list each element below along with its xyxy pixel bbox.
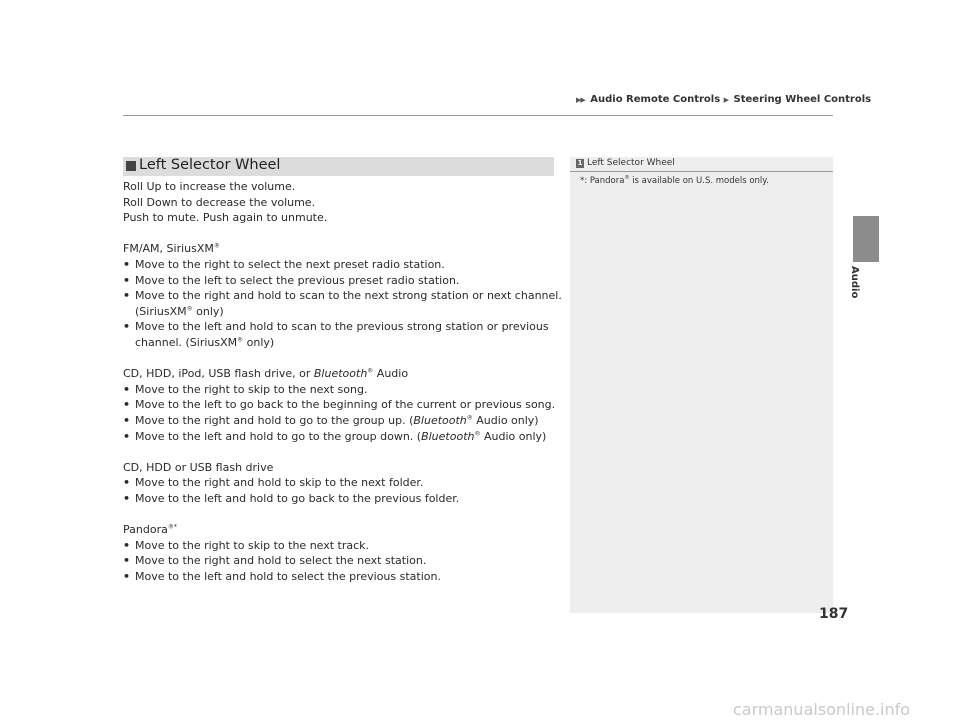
list-item-continuation: (SiriusXM® only): [135, 304, 224, 318]
list-item: • Move to the right to select the next preset radio station.: [123, 257, 445, 271]
footnote-marker[interactable]: *: [173, 523, 177, 531]
note-number-icon: 1: [577, 159, 583, 167]
list-item: • Move to the left and hold to go to the group down. (Bluetooth® Audio only): [123, 429, 547, 443]
page-number: 187: [819, 606, 849, 622]
section-heading: Left Selector Wheel: [139, 157, 281, 173]
bullet-icon: •: [123, 491, 131, 505]
bullet-icon: •: [123, 257, 131, 271]
bullet-icon: •: [123, 413, 131, 427]
list-item: • Move to the right and hold to select the next station.: [123, 554, 427, 568]
body-text: [123, 179, 563, 584]
list-item: • Move to the left and hold to select the previous station.: [123, 569, 441, 583]
subheading-fm: FM/AM, SiriusXM®: [123, 242, 220, 256]
side-note-text: *: Pandora® is available on U.S. models only.: [580, 175, 769, 186]
chapter-tab: [853, 216, 879, 262]
bullet-icon: •: [123, 429, 131, 443]
side-note-title: Left Selector Wheel: [587, 158, 675, 168]
bullet-icon: •: [123, 476, 131, 490]
list-item: • Move to the right and hold to go to the group up. (Bluetooth® Audio only): [123, 413, 539, 427]
body-line: Roll Up to increase the volume.: [123, 180, 296, 193]
bullet-icon: •: [123, 289, 131, 303]
bullet-icon: •: [123, 554, 131, 568]
list-item: • Move to the left to go back to the beginning of the current or previous song.: [123, 398, 556, 412]
side-note-header: [570, 157, 833, 172]
chapter-label: [849, 266, 878, 310]
chapter-label-text: Audio: [849, 266, 860, 299]
square-bullet-icon: [126, 161, 136, 171]
bullet-icon: •: [123, 398, 131, 412]
subheading-hdd: CD, HDD or USB flash drive: [123, 460, 274, 474]
list-item: • Move to the left and hold to scan to the previous strong station or previous: [123, 320, 549, 334]
breadcrumb-section[interactable]: Audio Remote Controls: [590, 94, 721, 105]
bullet-icon: •: [123, 382, 131, 396]
list-item-continuation: channel. (SiriusXM® only): [135, 335, 275, 349]
bullet-icon: •: [123, 273, 131, 287]
body-line: Push to mute. Push again to unmute.: [123, 211, 328, 225]
list-item: • Move to the right and hold to scan to the next strong station or next channel.: [123, 289, 562, 303]
section-heading-bar: [123, 157, 554, 176]
subheading-pandora: Pandora®*: [123, 523, 177, 537]
watermark: carmanualsonline.info: [733, 700, 911, 719]
list-item: • Move to the right and hold to skip to the next folder.: [123, 476, 424, 490]
list-item: • Move to the right to skip to the next song.: [123, 382, 368, 396]
breadcrumb: [576, 94, 871, 105]
body-line: Roll Down to decrease the volume.: [123, 195, 316, 209]
list-item: • Move to the left to select the previous preset radio station.: [123, 273, 460, 287]
list-item: • Move to the left and hold to go back to the previous folder.: [123, 491, 460, 505]
side-note-panel: [570, 157, 833, 613]
breadcrumb-subsection[interactable]: Steering Wheel Controls: [733, 94, 872, 105]
subheading-cd: CD, HDD, iPod, USB flash drive, or Bluetooth® Audio: [123, 367, 409, 381]
registered-mark: ®: [213, 242, 220, 250]
bullet-icon: •: [123, 320, 131, 334]
arrow-icon: ▶: [723, 96, 729, 104]
double-arrow-icon: ▶▶: [576, 96, 585, 104]
bullet-icon: •: [123, 538, 131, 552]
header-divider: [123, 115, 833, 116]
list-item: • Move to the right to skip to the next track.: [123, 538, 370, 552]
bullet-icon: •: [123, 569, 131, 583]
